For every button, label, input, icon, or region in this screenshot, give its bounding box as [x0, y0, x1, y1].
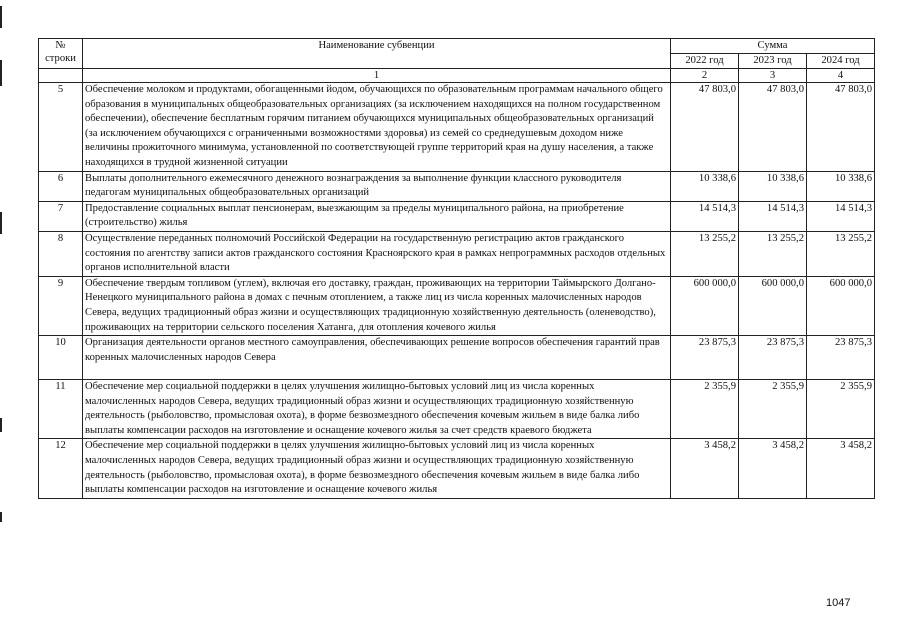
amount-2024: 13 255,2	[807, 231, 875, 276]
row-number: 11	[39, 380, 83, 439]
amount-2023: 600 000,0	[739, 276, 807, 335]
amount-2022: 13 255,2	[671, 231, 739, 276]
amount-2024: 14 514,3	[807, 201, 875, 231]
amount-2023: 10 338,6	[739, 171, 807, 201]
amount-2024: 23 875,3	[807, 336, 875, 380]
amount-2024: 47 803,0	[807, 83, 875, 172]
page-number: 1047	[826, 597, 851, 609]
scan-margin-mark	[0, 212, 2, 234]
amount-2022: 14 514,3	[671, 201, 739, 231]
subsidies-table	[38, 38, 875, 499]
column-number-4: 4	[807, 69, 875, 83]
table-row	[39, 336, 875, 380]
amount-2022: 23 875,3	[671, 336, 739, 380]
column-number-blank	[39, 69, 83, 83]
subsidy-name: Обеспечение мер социальной поддержки в целях улучшения жилищно-бытовых условий лиц из числа коренных малочисленных народов Севера, ведущих традиционный образ жизни и осуществляющих традиционную хозяйственную деятельность (рыболовство, промысловая охота), в форме безвозмездного обеспечения кочевым жильем в виде балка либо выплаты компенсации расходов на изготовление и оснащение кочевого жилья за счет средств краевого бюджета	[83, 380, 671, 439]
row-number: 5	[39, 83, 83, 172]
row-number: 7	[39, 201, 83, 231]
subsidy-name: Организация деятельности органов местного самоуправления, обеспечивающих решение вопросов обеспечения гарантий прав коренных малочисленных народов Севера	[83, 336, 671, 380]
subsidy-name: Обеспечение молоком и продуктами, обогащенными йодом, обучающихся по образовательным программам начального общего образования в муниципальных общеобразовательных организациях (за исключением находящихся на полном государственном обеспечении), обеспечение бесплатным горячим питанием обучающихся муниципальных общеобразовательных организаций (за исключением обучающихся с ограниченными возможностями здоровья) из семей со среднедушевым доходом ниже величины прожиточного минимума, установленной по соответствующей группе территорий края на душу населения, а также находящихся в трудной жизненной ситуации	[83, 83, 671, 172]
scan-margin-mark	[0, 6, 2, 28]
subsidy-name: Выплаты дополнительного ежемесячного денежного вознаграждения за выполнение функции классного руководителя педагогам муниципальных общеобразовательных организаций	[83, 171, 671, 201]
row-number-header-bottom: строки	[45, 53, 76, 64]
row-number: 12	[39, 439, 83, 498]
amount-2023: 47 803,0	[739, 83, 807, 172]
row-number-header	[39, 39, 83, 69]
row-number: 9	[39, 276, 83, 335]
row-number: 8	[39, 231, 83, 276]
amount-2024: 2 355,9	[807, 380, 875, 439]
sum-header: Сумма	[671, 39, 875, 54]
subsidy-name-header: Наименование субвенции	[83, 39, 671, 69]
row-number-header-top: №	[55, 40, 66, 51]
table-row	[39, 380, 875, 439]
amount-2023: 2 355,9	[739, 380, 807, 439]
table-row	[39, 201, 875, 231]
amount-2022: 600 000,0	[671, 276, 739, 335]
amount-2024: 3 458,2	[807, 439, 875, 498]
amount-2022: 2 355,9	[671, 380, 739, 439]
scan-margin-mark	[0, 60, 2, 86]
column-number-3: 3	[739, 69, 807, 83]
amount-2022: 3 458,2	[671, 439, 739, 498]
table-row	[39, 276, 875, 335]
amount-2023: 3 458,2	[739, 439, 807, 498]
amount-2024: 10 338,6	[807, 171, 875, 201]
year-2024-header: 2024 год	[807, 54, 875, 69]
subsidy-name: Обеспечение мер социальной поддержки в целях улучшения жилищно-бытовых условий лиц из числа коренных малочисленных народов Севера, ведущих традиционный образ жизни и осуществляющих традиционную хозяйственную деятельность (рыболовство, промысловая охота), в форме безвозмездного обеспечения кочевым жильем в виде балка либо выплаты компенсации расходов на изготовление и оснащение кочевого жилья	[83, 439, 671, 498]
column-number-2: 2	[671, 69, 739, 83]
table-row	[39, 231, 875, 276]
table-row	[39, 171, 875, 201]
amount-2023: 23 875,3	[739, 336, 807, 380]
row-number: 6	[39, 171, 83, 201]
scan-margin-mark	[0, 512, 2, 522]
scan-margin-mark	[0, 418, 2, 432]
column-number-1: 1	[83, 69, 671, 83]
subsidy-name: Обеспечение твердым топливом (углем), включая его доставку, граждан, проживающих на территории Таймырского Долгано-Ненецкого муниципального района в домах с печным отоплением, а также лиц из числа коренных малочисленных народов Севера, ведущих традиционный образ жизни и осуществляющих традиционную хозяйственную деятельность (оленеводство), проживающих на территории сельского поселения Хатанга, для отопления кочевого жилья	[83, 276, 671, 335]
table-header	[39, 39, 875, 83]
amount-2023: 13 255,2	[739, 231, 807, 276]
row-number: 10	[39, 336, 83, 380]
amount-2022: 47 803,0	[671, 83, 739, 172]
amount-2022: 10 338,6	[671, 171, 739, 201]
amount-2023: 14 514,3	[739, 201, 807, 231]
table-row	[39, 83, 875, 172]
amount-2024: 600 000,0	[807, 276, 875, 335]
year-2022-header: 2022 год	[671, 54, 739, 69]
subsidy-name: Осуществление переданных полномочий Российской Федерации на государственную регистрацию актов гражданского состояния по агентству записи актов гражданского состояния Красноярского края в рамках непрограммных расходов отдельных органов исполнительной власти	[83, 231, 671, 276]
table-row	[39, 439, 875, 498]
subsidy-name: Предоставление социальных выплат пенсионерам, выезжающим за пределы муниципального района, на приобретение (строительство) жилья	[83, 201, 671, 231]
year-2023-header: 2023 год	[739, 54, 807, 69]
